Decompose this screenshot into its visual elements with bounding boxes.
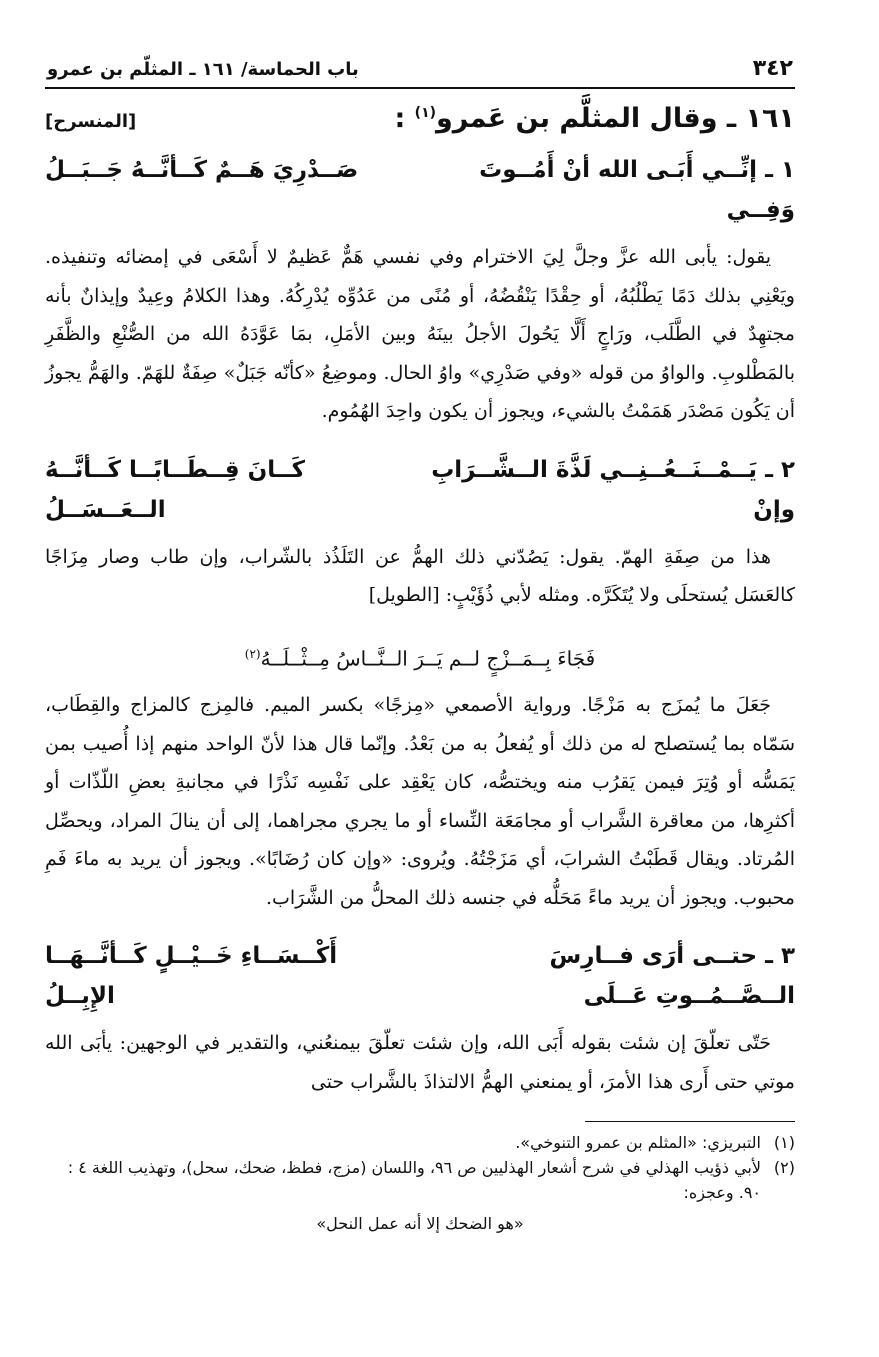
commentary-verse-2-text: هذا من صِفَةِ الهمّ. يقول: يَصُدّني ذلك الهمُّ عن التَلَذُذ بالشّراب، وإن طاب وصار مِزَاجًا كالعَسَل يُستحلَى ولا يُتَكَرَّه. ومثله لأبي ذُؤَيْبٍ: xyxy=(45,545,795,606)
footnote-1-number: (١) xyxy=(773,1133,795,1153)
running-title: باب الحماسة/ ١٦١ ـ المثلّم بن عمرو xyxy=(47,59,359,80)
poem-heading xyxy=(45,103,795,134)
commentary-verse-3: حَتّى تعلّقَ إن شئت بقوله أَبَى الله، وإن شئت تعلّقَ بيمنعُني، والتقدير في الوجهين: يأبَى الله موتي حتى أَرى هذا الأمرَ، أو يمنعني الهمُّ الالتذاذَ بالشَّراب حتى xyxy=(45,1032,795,1093)
commentary-verse-2 xyxy=(45,538,795,615)
footnote-2-text: لأبي ذؤيب الهذلي في شرح أشعار الهذليين ص ٩٦، واللسان (مزج، فطظ، ضحك، سحل)، وتهذيب اللغة ٤ : ٩٠. وعجزه: xyxy=(67,1158,761,1203)
footnote-ref-2: (٢) xyxy=(244,646,261,661)
poem-title xyxy=(394,103,795,134)
verse-3 xyxy=(45,936,795,1016)
footnote-ref-1: (١) xyxy=(414,105,437,121)
footnote-2-number: (٢) xyxy=(773,1158,795,1178)
commentary-verse-2-continued: جَعَلَ ما يُمزَج به مَزْجًا. ورواية الأصمعي «مِزجًا» بكسر الميم. فالمِزج كالمزاج والقِطَاب، سَمّاه بما يُستصلح له من ذلك أو يُفعلُ به من بَعْدُ. وإنّما قال هذا لأنّ الواحد منهم إذا أُصيب بمن يَمَسُّه أو وُتِرَ فيمن يَقرُب منه ويختصُّه، كان يَعْقِد على نَفْسِه نَذْرًا في مجانبةِ بعضِ اللّذّات أو أكثرِها، من معاقرة الشَّراب أو مجامَعَة النِّساء أو ما يجري مجراهما، إلى أن ينالَ المراد، ويحصِّل المُرتاد. ويقال قَطَبْتُ الشرابَ، أي مَزَجْتُهُ. ويُروى: «وإن كان رُضَابًا». ويجوز أن يريد به ماءَ فَمِ محبوب. ويجوز أن يريد ماءً مَحَلُّه في جنسه ذلك المحلُّ من الشَّرَاب. xyxy=(45,694,795,909)
book-page xyxy=(45,52,795,1236)
commentary-verse-1: يقول: يأبى الله عزَّ وجلَّ لِيَ الاخترام وفي نفسي هَمٌّ عَظيمٌ لا أَسْعَى في إمضائه وتنفيذه. ويَعْنِي بذلك دَمًا يَطْلُبُهُ، أو حِقْدًا يَنْقُضُهُ، أو مُنًى من عَدُوِّه يُدْرِكُهُ. وهذا الكلامُ وعِيدٌ وإيذانٌ بأنه مجتهِدٌ في الطَّلَب، ورَاجٍ أَلَّا يَحُولَ الأجلُ بينَهُ وبين الأمَلِ، بمَا عَوَّدَهُ الله من الصُّنْعِ والظَّفَرِ بالمَطْلوبِ. والواوُ من قوله «وفي صَدْرِي» واوُ الحال. وموضِعُ «كأنّه جَبَلٌ» صِفَةٌ للهَمّ. والهَمُّ يجوزُ أن يَكُون مَصْدَر هَمَمْتُ بالشيء، ويجوز أن يكون واحِدَ الهُمُوم. xyxy=(45,246,795,422)
running-header xyxy=(45,52,795,89)
footnote-1-text: التبريزي: «المثلم بن عمرو التنوخي». xyxy=(515,1133,761,1153)
quoted-meter-label: [الطويل] xyxy=(368,584,440,606)
verse-1-second-hemistich: صَــدْرِيَ هَــمٌ كَــأنَّــهُ جَــبَــلُ xyxy=(45,157,359,183)
verse-3-first-hemistich: ٣ ـ حتــى أرَى فــارِسَ الــصَّــمُــوتِ عَــلَى xyxy=(549,943,795,1010)
poem-title-text: ١٦١ ـ وقال المثلَّم بن عَمرو xyxy=(436,103,795,134)
footnote-2 xyxy=(45,1155,795,1205)
page-number: ٣٤٢ xyxy=(752,56,793,81)
footnotes xyxy=(45,1130,795,1236)
title-colon: : xyxy=(394,103,406,134)
verse-1 xyxy=(45,150,795,230)
verse-2 xyxy=(45,450,795,530)
verse-1-first-hemistich: ١ ـ إنِّــي أَبَـى الله أنْ أَمُــوتَ وَفِــي xyxy=(479,157,795,223)
footnote-verse: «هو الضحك إلا أنه عمل النحل» xyxy=(316,1214,524,1234)
verse-2-second-hemistich: كَــانَ قِــطَــابًــا كَــأنَّــهُ الــعَــسَــلُ xyxy=(45,456,305,523)
quoted-verse xyxy=(45,634,795,679)
quoted-verse-text: فَجَاءَ بِــمَــزْجٍ لــم يَــرَ الــنَّــاسُ مِــثْــلَــهُ xyxy=(260,646,596,671)
footnote-divider xyxy=(585,1121,795,1122)
verse-2-first-hemistich: ٢ ـ يَــمْــنَــعُــنِــي لَذَّةَ الــشَّــرَابِ وإنْ xyxy=(431,456,795,523)
verse-3-second-hemistich: أَكْــسَــاءِ خَــيْــلٍ كَــأنَّــهَــا الإِبِــلُ xyxy=(45,943,338,1010)
footnote-1 xyxy=(45,1130,795,1155)
meter-label: [المنسرح] xyxy=(45,111,137,132)
